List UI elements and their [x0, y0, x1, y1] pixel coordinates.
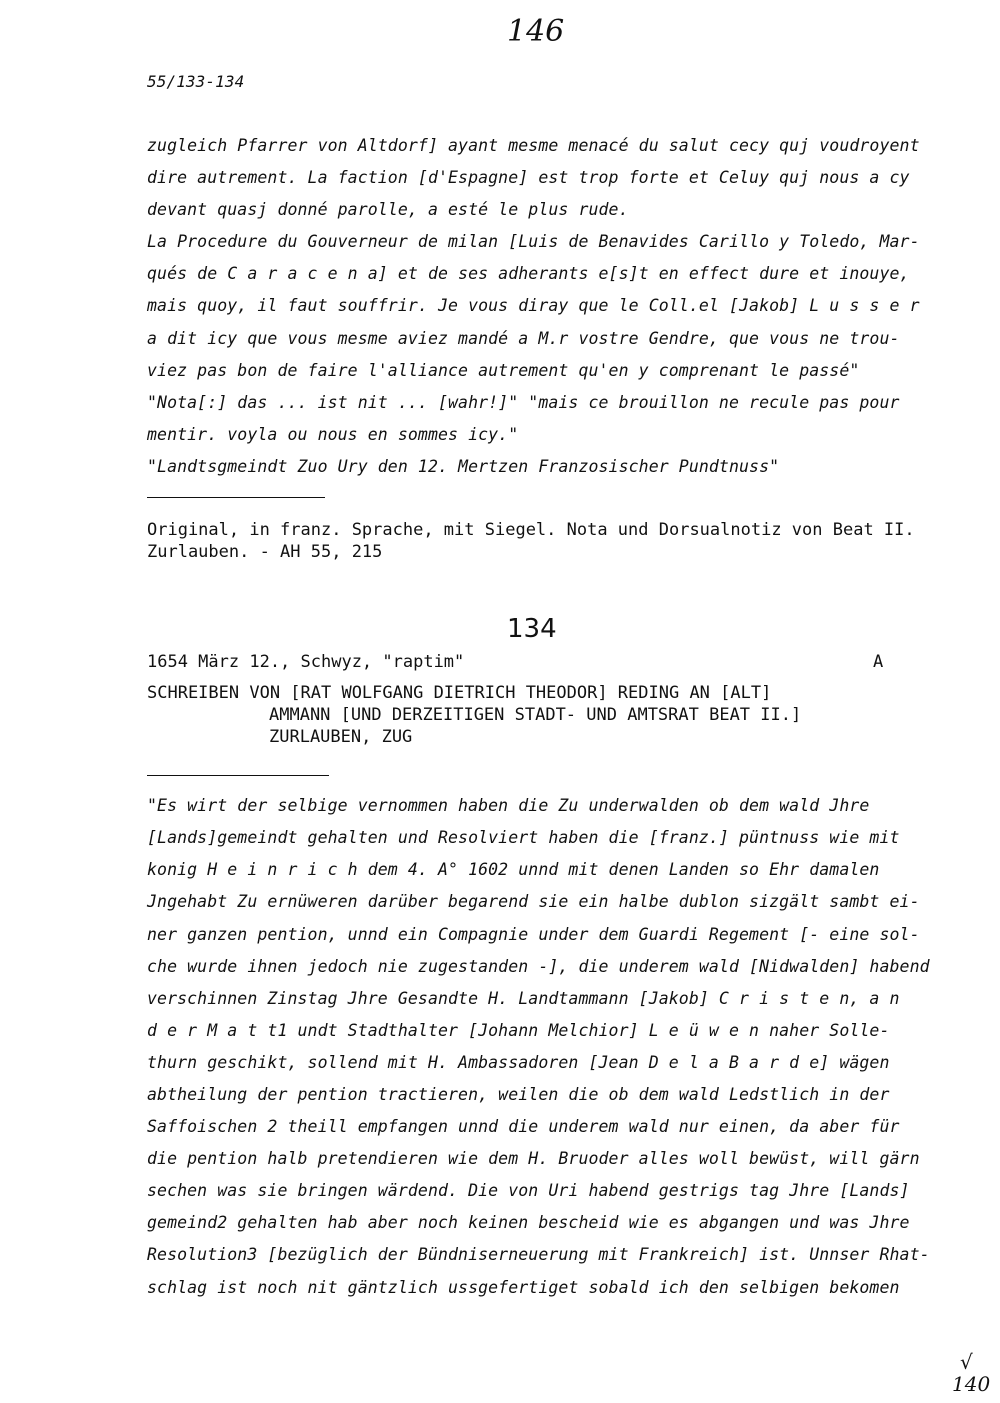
entry-number: 134: [507, 614, 557, 644]
text-line: La Procedure du Gouverneur de milan [Luis de Benavides Carillo y Toledo, Mar-: [147, 232, 920, 251]
check-mark: √: [960, 1350, 973, 1374]
handwritten-folio-number: 140: [952, 1372, 991, 1396]
text-line: abtheilung der pention tractieren, weilen die ob dem wald Ledstlich in der: [147, 1085, 890, 1104]
entry-title-line: ZURLAUBEN, ZUG: [269, 727, 413, 747]
entry-mark: A: [873, 652, 884, 672]
entry-title-line: AMMANN [UND DERZEITIGEN STADT- UND AMTSRAT BEAT II.]: [269, 705, 802, 725]
text-line: schlag ist noch nit gäntzlich ussgefertiget sobald ich den selbigen bekomen: [147, 1278, 900, 1297]
text-line: mentir. voyla ou nous en sommes icy.": [147, 425, 519, 444]
text-line: gemeind2 gehalten hab aber noch keinen bescheid wie es abgangen und was Jhre: [147, 1213, 910, 1232]
text-line: "Nota[:] das ... ist nit ... [wahr!]" "mais ce brouillon ne recule pas pour: [147, 393, 900, 412]
text-line: dire autrement. La faction [d'Espagne] est trop forte et Celuy quj nous a cy: [147, 168, 910, 187]
text-line: Resolution3 [bezüglich der Bündniserneuerung mit Frankreich] ist. Unnser Rhat-: [147, 1245, 930, 1264]
separator-line: [147, 497, 325, 498]
text-line: Saffoischen 2 theill empfangen unnd die underem wald nur einen, da aber für: [147, 1117, 900, 1136]
text-line: ner ganzen pention, unnd ein Compagnie under dem Guardi Regement [- eine sol-: [147, 925, 920, 944]
text-line: thurn geschikt, sollend mit H. Ambassadoren [Jean D e l a B a r d e] wägen: [147, 1053, 890, 1072]
text-line: zugleich Pfarrer von Altdorf] ayant mesme menacé du salut cecy quj voudroyent: [147, 136, 920, 155]
text-line: devant quasj donné parolle, a esté le plus rude.: [147, 200, 629, 219]
reference-number: 55/133-134: [147, 72, 245, 91]
text-line: "Es wirt der selbige vernommen haben die Zu underwalden ob dem wald Jhre: [147, 796, 870, 815]
text-line: d e r M a t t1 undt Stadthalter [Johann Melchior] L e ü w e n naher Solle-: [147, 1021, 890, 1040]
entry-title-line: SCHREIBEN VON [RAT WOLFGANG DIETRICH THEODOR] REDING AN [ALT]: [147, 683, 772, 703]
source-note-line: Zurlauben. - AH 55, 215: [147, 542, 383, 562]
text-line: a dit icy que vous mesme aviez mandé a M.r vostre Gendre, que vous ne trou-: [147, 329, 900, 348]
text-line: "Landtsgmeindt Zuo Ury den 12. Mertzen Franzosischer Pundtnuss": [147, 457, 780, 476]
text-line: qués de C a r a c e n a] et de ses adherants e[s]t en effect dure et inouye,: [147, 264, 910, 283]
source-note-line: Original, in franz. Sprache, mit Siegel. Nota und Dorsualnotiz von Beat II.: [147, 520, 915, 540]
text-line: konig H e i n r i c h dem 4. A° 1602 unnd mit denen Landen so Ehr damalen: [147, 860, 880, 879]
text-line: che wurde ihnen jedoch nie zugestanden -], die underem wald [Nidwalden] habend: [147, 957, 930, 976]
text-line: die pention halb pretendieren wie dem H. Bruoder alles woll bewüst, will gärn: [147, 1149, 920, 1168]
handwritten-page-number: 146: [507, 14, 565, 49]
text-line: verschinnen Zinstag Jhre Gesandte H. Landtammann [Jakob] C r i s t e n, a n: [147, 989, 900, 1008]
text-line: mais quoy, il faut souffrir. Je vous diray que le Coll.el [Jakob] L u s s e r: [147, 296, 920, 315]
entry-date-line: 1654 März 12., Schwyz, "raptim": [147, 652, 465, 672]
separator-line: [147, 775, 329, 776]
text-line: viez pas bon de faire l'alliance autrement qu'en y comprenant le passé": [147, 361, 860, 380]
text-line: sechen was sie bringen wärdend. Die von Uri habend gestrigs tag Jhre [Lands]: [147, 1181, 910, 1200]
text-line: Jngehabt Zu ernüweren darüber begarend sie ein halbe dublon sizgält sambt ei-: [147, 892, 920, 911]
text-line: [Lands]gemeindt gehalten und Resolviert haben die [franz.] püntnuss wie mit: [147, 828, 900, 847]
